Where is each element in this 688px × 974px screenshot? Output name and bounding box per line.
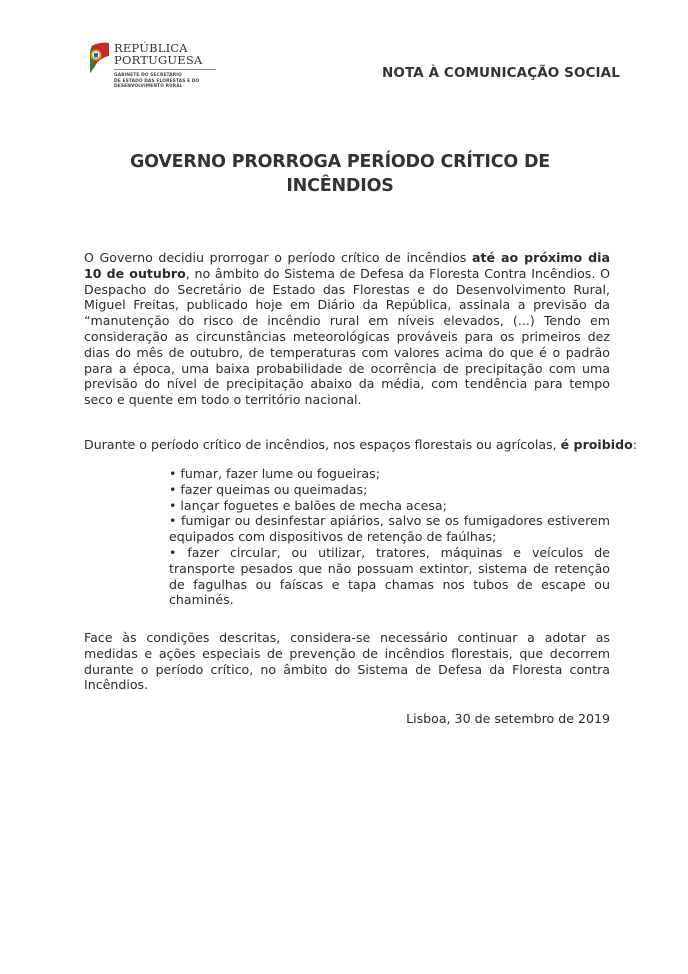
list-item: • lançar foguetes e balões de mecha acesa; [169, 497, 447, 513]
title-line2: INCÊNDIOS [286, 176, 394, 196]
list-item: • fumigar ou desinfestar apiários, salvo se os fumigadores estiverem equipados com dispositivos de retenção de faúlhas; [169, 513, 610, 545]
logo-name-line1: REPÚBLICA [114, 41, 188, 55]
list-item: • fumar, fazer lume ou fogueiras; [169, 466, 380, 481]
p2-prohibited: é proibido [560, 437, 633, 452]
document-type: NOTA À COMUNICAÇÃO SOCIAL [382, 65, 620, 81]
p1-text-start: O Governo decidiu prorrogar o período crítico de incêndios [84, 250, 472, 265]
logo-name-line2: PORTUGUESA [114, 53, 203, 67]
p2-text-end: : [632, 437, 637, 452]
paragraph-announcement [84, 250, 610, 408]
list-item: • fazer queimas ou queimadas; [169, 481, 368, 497]
p1-text-end: , no âmbito do Sistema de Defesa da Floresta Contra Incêndios. O Despacho do Secretário de Estado das Florestas e do Desenvolvimento Rural, Miguel Freitas, publicado hoje em Diário da República, assinala a previsão da “manutenção do risco de incêndio rural em níveis elevados, (...) Tendo em consideração as circunstâncias meteorológicas prováveis para os primeiros dez dias do mês de outubro, de temperaturas com valores acima do que é o padrão para a época, uma baixa probabilidade de ocorrência de precipitação com uma previsão do nível de precipitação abaixo da média, com tendência para tempo seco e quente em todo o território nacional. [84, 265, 610, 408]
logo-subtitle-line3: DESENVOLVIMENTO RURAL [114, 84, 183, 90]
portuguese-republic-emblem-icon [86, 42, 110, 74]
p2-text-start: Durante o período crítico de incêndios, nos espaços florestais ou agrícolas, [84, 437, 561, 452]
logo-subtitle-line1: GABINETE DO SECRETÁRIO [114, 73, 182, 78]
prohibited-list [169, 466, 610, 608]
place-date: Lisboa, 30 de setembro de 2019 [406, 711, 610, 726]
logo-divider [114, 69, 216, 70]
logo-subtitle-line2: DE ESTADO DAS FLORESTAS E DO [114, 78, 200, 84]
title-line1: GOVERNO PRORROGA PERÍODO CRÍTICO DE [129, 152, 551, 172]
paragraph-prohibitions-intro [84, 437, 637, 453]
paragraph-conclusion: Face às condições descritas, considera-se necessário continuar a adotar as medidas e ações especiais de prevenção de incêndios florestais, que decorrem durante o período crítico, no âmbito do Sistema de Defesa da Floresta contra Incêndios. [84, 630, 610, 693]
government-logo [86, 42, 216, 90]
list-item: • fazer circular, ou utilizar, tratores, máquinas e veículos de transporte pesados que não possuam extintor, sistema de retenção de fagulhas ou faíscas e tapa chamas nos tubos de escape ou chaminés. [169, 544, 610, 608]
p1-deadline: até ao próximo dia 10 de outubro [84, 250, 610, 281]
page-title [90, 150, 590, 198]
